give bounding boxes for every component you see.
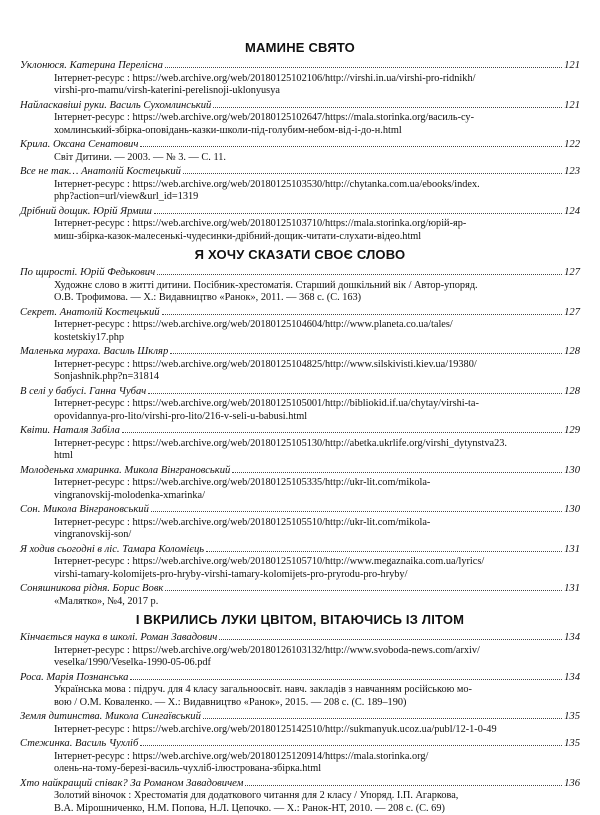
contents-entry — [20, 710, 580, 736]
page-number: 131 — [564, 583, 580, 596]
entry-source: Інтернет-ресурс : https://web.archive.org/web/20180125142510/http://sukmanyuk.ucoz.ua/publ/12-1-0-49 — [20, 724, 580, 737]
section-title: І ВКРИЛИСЬ ЛУКИ ЦВІТОМ, ВІТАЮЧИСЬ ІЗ ЛІТОМ — [20, 612, 580, 627]
entry-source: Інтернет-ресурс : https://web.archive.org/web/20180126103132/http://www.svoboda-news.com/arxiv/ veselka/1990/Veselka-1990-05-06.pdf — [20, 645, 580, 670]
entry-title-line — [20, 385, 580, 399]
entry-title-line — [20, 59, 580, 73]
entry-title: Маленька мураха. Василь Шкляр — [20, 346, 168, 359]
entry-title-line — [20, 671, 580, 685]
section-title: Я ХОЧУ СКАЗАТИ СВОЄ СЛОВО — [20, 247, 580, 262]
entry-source: Інтернет-ресурс : https://web.archive.org/web/20180125105001/http://bibliokid.if.ua/chytay/virshi-ta- opovidannya-pro-lito/virshi-pro-lito/216-v-seli-u-babusi.html — [20, 398, 580, 423]
entry-title: Все не так… Анатолій Костецький — [20, 166, 181, 179]
entry-title-line — [20, 737, 580, 751]
dot-leader — [206, 543, 562, 552]
page-number: 127 — [564, 307, 580, 320]
entry-title: Крила. Оксана Сенатович — [20, 139, 138, 152]
entry-title-line — [20, 205, 580, 219]
entry-title-line — [20, 631, 580, 645]
entry-title: Кінчається наука в школі. Роман Завадович — [20, 632, 217, 645]
entry-title: Найласкавіші руки. Василь Сухомлинський — [20, 100, 211, 113]
dot-leader — [154, 205, 562, 214]
page-number: 128 — [564, 386, 580, 399]
entry-title: Квіти. Наталя Забіла — [20, 425, 120, 438]
entry-title-line — [20, 266, 580, 280]
entry-title: В селі у бабусі. Ганна Чубач — [20, 386, 146, 399]
entry-title-line — [20, 464, 580, 478]
contents-entry — [20, 345, 580, 384]
entry-source: Українська мова : підруч. для 4 класу загальноосвіт. навч. закладів з навчанням російською мо- вою / О.М. Коваленко. — Х.: Видавництво «Ранок», 2015. — 208 с. (С. 189–190) — [20, 684, 580, 709]
page-number: 128 — [564, 346, 580, 359]
contents-entry — [20, 777, 580, 815]
entry-title: Хто найкращий співак? За Романом Завадовичем — [20, 778, 243, 791]
entry-title: Я ходив сьогодні в ліс. Тамара Коломієць — [20, 544, 204, 557]
contents-entry — [20, 165, 580, 204]
contents-entry — [20, 582, 580, 608]
page-number: 123 — [564, 166, 580, 179]
contents-list — [20, 40, 580, 815]
dot-leader — [148, 385, 562, 394]
entry-source: Інтернет-ресурс : https://web.archive.org/web/20180125120914/https://mala.storinka.org/ олень-на-тому-березі-василь-чухліб-ілюстрована-збірка.html — [20, 751, 580, 776]
entry-source: Художнє слово в житті дитини. Посібник-хрестоматія. Старший дошкільний вік / Автор-упоряд. О.В. Трофимова. — Х.: Видавництво «Ранок», 2011. — 368 с. (С. 163) — [20, 280, 580, 305]
dot-leader — [165, 582, 562, 591]
contents-entry — [20, 99, 580, 138]
contents-entry — [20, 306, 580, 345]
entry-title-line — [20, 710, 580, 724]
entry-title: Молоденька хмаринка. Микола Вінграновський — [20, 465, 230, 478]
contents-entry — [20, 59, 580, 98]
page-number: 130 — [564, 504, 580, 517]
entry-title-line — [20, 99, 580, 113]
contents-entry — [20, 464, 580, 503]
entry-source: Інтернет-ресурс : https://web.archive.org/web/20180125102106/http://virshi.in.ua/virshi-pro-ridnikh/ virshi-pro-mamu/virsh-katerini-perelisnoji-uklonyusya — [20, 73, 580, 98]
dot-leader — [157, 266, 562, 275]
entry-title-line — [20, 424, 580, 438]
entry-source: Інтернет-ресурс : https://web.archive.org/web/20180125102647/https://mala.storinka.org/василь-су- хомлинський-збірка-оповідань-казки-школи-під-голубим-небом-від-і-до-н.html — [20, 112, 580, 137]
entry-source: Інтернет-ресурс : https://web.archive.org/web/20180125104604/http://www.planeta.co.ua/tales/ kostetskiy17.php — [20, 319, 580, 344]
dot-leader — [219, 631, 562, 640]
dot-leader — [213, 99, 562, 108]
contents-entry — [20, 543, 580, 582]
entry-title-line — [20, 582, 580, 596]
dot-leader — [151, 503, 562, 512]
entry-title-line — [20, 503, 580, 517]
entry-source: «Малятко», №4, 2017 р. — [20, 596, 580, 609]
entry-title-line — [20, 165, 580, 179]
dot-leader — [183, 165, 562, 174]
entry-source: Золотий віночок : Хрестоматія для додаткового читання для 2 класу / Упоряд. І.П. Агаркова, В.А. Мірошниченко, Н.М. Попова, Н.Л. Цепочко. — Х.: Ранок-НТ, 2010. — 208 с. (С. 69) — [20, 790, 580, 815]
contents-entry — [20, 138, 580, 164]
contents-entry — [20, 266, 580, 305]
dot-leader — [130, 671, 562, 680]
entry-title-line — [20, 306, 580, 320]
entry-title: Дрібний дощик. Юрій Ярмиш — [20, 206, 152, 219]
page-number: 130 — [564, 465, 580, 478]
dot-leader — [203, 710, 562, 719]
entry-source: Світ Дитини. — 2003. — № 3. — С. 11. — [20, 152, 580, 165]
dot-leader — [245, 777, 562, 786]
entry-title: Сон. Микола Вінграновський — [20, 504, 149, 517]
dot-leader — [170, 345, 562, 354]
dot-leader — [122, 424, 562, 433]
entry-title: Стежинка. Василь Чухліб — [20, 738, 138, 751]
dot-leader — [140, 737, 562, 746]
entry-source: Інтернет-ресурс : https://web.archive.org/web/20180125105130/http://abetka.ukrlife.org/virshi_dytynstva23. html — [20, 438, 580, 463]
section-title: МАМИНЕ СВЯТО — [20, 40, 580, 55]
page-number: 124 — [564, 206, 580, 219]
page-number: 136 — [564, 778, 580, 791]
dot-leader — [162, 306, 563, 315]
page-number: 121 — [564, 100, 580, 113]
page-number: 129 — [564, 425, 580, 438]
entry-source: Інтернет-ресурс : https://web.archive.org/web/20180125105510/http://ukr-lit.com/mikola- vingranovskij-son/ — [20, 517, 580, 542]
page-number: 135 — [564, 738, 580, 751]
page — [20, 0, 580, 815]
contents-entry — [20, 385, 580, 424]
contents-entry — [20, 424, 580, 463]
page-number: 122 — [564, 139, 580, 152]
entry-source: Інтернет-ресурс : https://web.archive.org/web/20180125105710/http://www.megaznaika.com.ua/lyrics/ virshi-tamary-kolomijets-pro-hryby-virshi-tamary-kolomijets-pro-pryrodu-pro-hryby/ — [20, 556, 580, 581]
entry-title-line — [20, 138, 580, 152]
page-number: 131 — [564, 544, 580, 557]
contents-entry — [20, 631, 580, 670]
page-number: 134 — [564, 632, 580, 645]
page-number: 127 — [564, 267, 580, 280]
contents-entry — [20, 737, 580, 776]
entry-title-line — [20, 777, 580, 791]
page-number: 135 — [564, 711, 580, 724]
entry-title: Уклонюся. Катерина Перелісна — [20, 60, 163, 73]
entry-title: По щирості. Юрій Федькович — [20, 267, 155, 280]
entry-title: Роса. Марія Познанська — [20, 672, 128, 685]
contents-entry — [20, 503, 580, 542]
entry-source: Інтернет-ресурс : https://web.archive.org/web/20180125103530/http://chytanka.com.ua/ebooks/index. php?action=url/view&url_id=1319 — [20, 179, 580, 204]
dot-leader — [140, 138, 562, 147]
dot-leader — [165, 59, 562, 68]
entry-title: Земля дитинства. Микола Сингаївський — [20, 711, 201, 724]
entry-source: Інтернет-ресурс : https://web.archive.org/web/20180125105335/http://ukr-lit.com/mikola- vingranovskij-molodenka-xmarinka/ — [20, 477, 580, 502]
contents-entry — [20, 205, 580, 244]
entry-source: Інтернет-ресурс : https://web.archive.org/web/20180125104825/http://www.silskivisti.kiev.ua/19380/ Sonjashnik.php?n=31814 — [20, 359, 580, 384]
entry-title-line — [20, 345, 580, 359]
entry-title: Соняшникова рідня. Борис Вовк — [20, 583, 163, 596]
page-number: 121 — [564, 60, 580, 73]
entry-source: Інтернет-ресурс : https://web.archive.org/web/20180125103710/https://mala.storinka.org/юрій-яр- миш-збірка-казок-малесенькі-чудесинки-дрібний-дощик-читати-слухати-відео.html — [20, 218, 580, 243]
entry-title: Секрет. Анатолій Костецький — [20, 307, 160, 320]
contents-entry — [20, 671, 580, 710]
dot-leader — [232, 464, 562, 473]
entry-title-line — [20, 543, 580, 557]
page-number: 134 — [564, 672, 580, 685]
